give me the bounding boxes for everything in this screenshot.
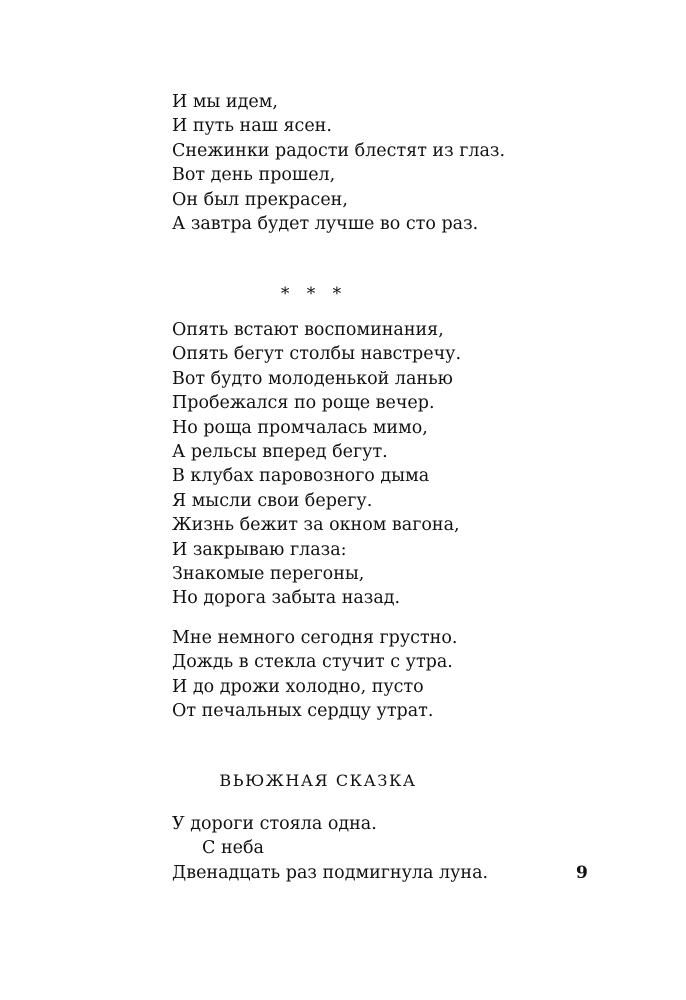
stanza <box>172 90 505 236</box>
poem-line: И до дрожи холодно, пусто <box>172 676 424 697</box>
poem-line: Я мысли свои берегу. <box>172 490 373 511</box>
poem-line: Жизнь бежит за окном вагона, <box>172 515 460 536</box>
poem-line: А рельсы вперед бегут. <box>172 442 388 463</box>
poem-line: И закрываю глаза: <box>172 539 347 560</box>
poem-line: Мне немного сегодня грустно. <box>172 628 458 648</box>
stanza <box>172 318 461 611</box>
stanza <box>172 626 457 724</box>
poem-line: У дороги стояла одна. <box>172 814 377 834</box>
section-separator: * * * <box>280 284 348 304</box>
poem-line: Но роща промчалась мимо, <box>172 417 428 438</box>
page-number: 9 <box>576 863 588 883</box>
poem-line: В клубах паровозного дыма <box>172 466 430 487</box>
poem-line: С неба <box>202 838 264 859</box>
poem-line: Снежинки радости блестят из глаз. <box>172 140 506 161</box>
poem-line: Двенадцать раз подмигнула луна. <box>172 862 489 883</box>
poem-line: Вот день прошел, <box>172 165 336 186</box>
poem-line: И путь наш ясен. <box>172 116 332 137</box>
poem-line: Вот будто молоденькой ланью <box>172 368 453 389</box>
poem-line: От печальных сердцу утрат. <box>172 701 434 722</box>
poem-line: А завтра будет лучше во сто раз. <box>172 214 479 235</box>
poem-line: Знакомые перегоны, <box>172 564 365 585</box>
poem-line: Но дорога забыта назад. <box>172 588 401 609</box>
poem-line: Опять бегут столбы навстречу. <box>172 344 462 365</box>
poem-line: Дождь в стекла стучит с утра. <box>172 652 453 673</box>
poem-line: Опять встают воспоминания, <box>172 320 444 340</box>
poem-line: И мы идем, <box>172 92 278 112</box>
stanza <box>172 812 488 885</box>
poem-line: Пробежался по роще вечер. <box>172 393 435 414</box>
poem-title: ВЬЮЖНАЯ СКАЗКА <box>219 771 417 790</box>
poem-line: Он был прекрасен, <box>172 189 348 210</box>
